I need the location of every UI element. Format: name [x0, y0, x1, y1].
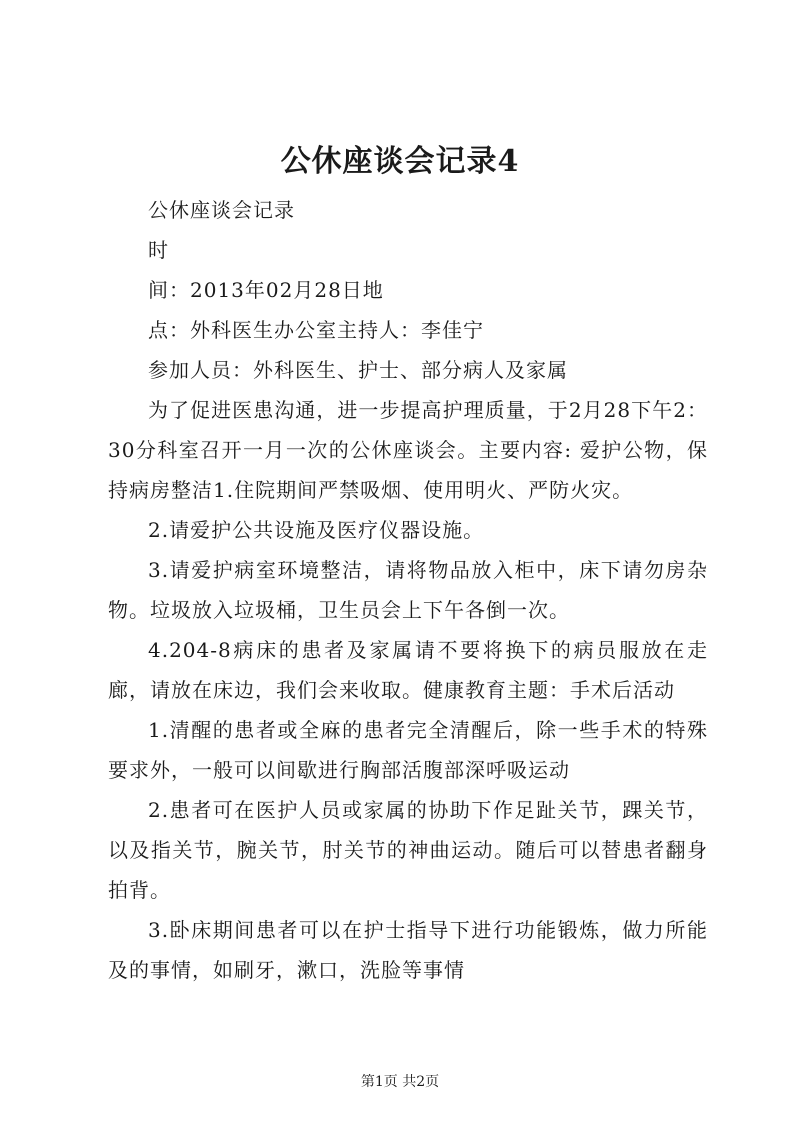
- paragraph-intro: 为了促进医患沟通，进一步提高护理质量，于2月28下午2：30分科室召开一月一次的公休座谈会。主要内容: 爱护公物，保持病房整洁1.住院期间严禁吸烟、使用明火、严防火灾。: [108, 398, 708, 502]
- paragraph-time-label: 时: [148, 238, 169, 262]
- paragraph-item-4: 4.204-8病床的患者及家属请不要将换下的病员服放在走廊，请放在床边，我们会来收取。健康教育主题：手术后活动: [108, 638, 708, 702]
- paragraph-health-1: 1.清醒的患者或全麻的患者完全清醒后，除一些手术的特殊要求外，一般可以间歇进行胸部活腹部深呼吸运动: [108, 718, 708, 782]
- document-body: [108, 190, 708, 990]
- paragraph-health-2: 2.患者可在医护人员或家属的协助下作足趾关节，踝关节，以及指关节，腕关节，肘关节的神曲运动。随后可以替患者翻身拍背。: [108, 798, 708, 902]
- page-number-label: 第1页 共2页: [360, 1074, 440, 1090]
- paragraph-item-3: 3.请爱护病室环境整洁，请将物品放入柜中，床下请勿房杂物。垃圾放入垃圾桶，卫生员会上下午各倒一次。: [108, 558, 708, 622]
- paragraph-date: 间：2013年02月28日地: [148, 278, 384, 302]
- document-title: 公休座谈会记录4: [280, 144, 520, 179]
- paragraph-heading: 公休座谈会记录: [148, 198, 295, 222]
- paragraph-health-3: 3.卧床期间患者可以在护士指导下进行功能锻炼，做力所能及的事情，如刷牙，漱口，洗脸等事情: [108, 918, 708, 982]
- page-footer: [0, 1072, 800, 1092]
- paragraph-location-host: 点：外科医生办公室主持人：李佳宁: [148, 318, 484, 342]
- paragraph-attendees: 参加人员：外科医生、护士、部分病人及家属: [148, 358, 568, 382]
- paragraph-item-2: 2.请爱护公共设施及医疗仪器设施。: [148, 518, 485, 542]
